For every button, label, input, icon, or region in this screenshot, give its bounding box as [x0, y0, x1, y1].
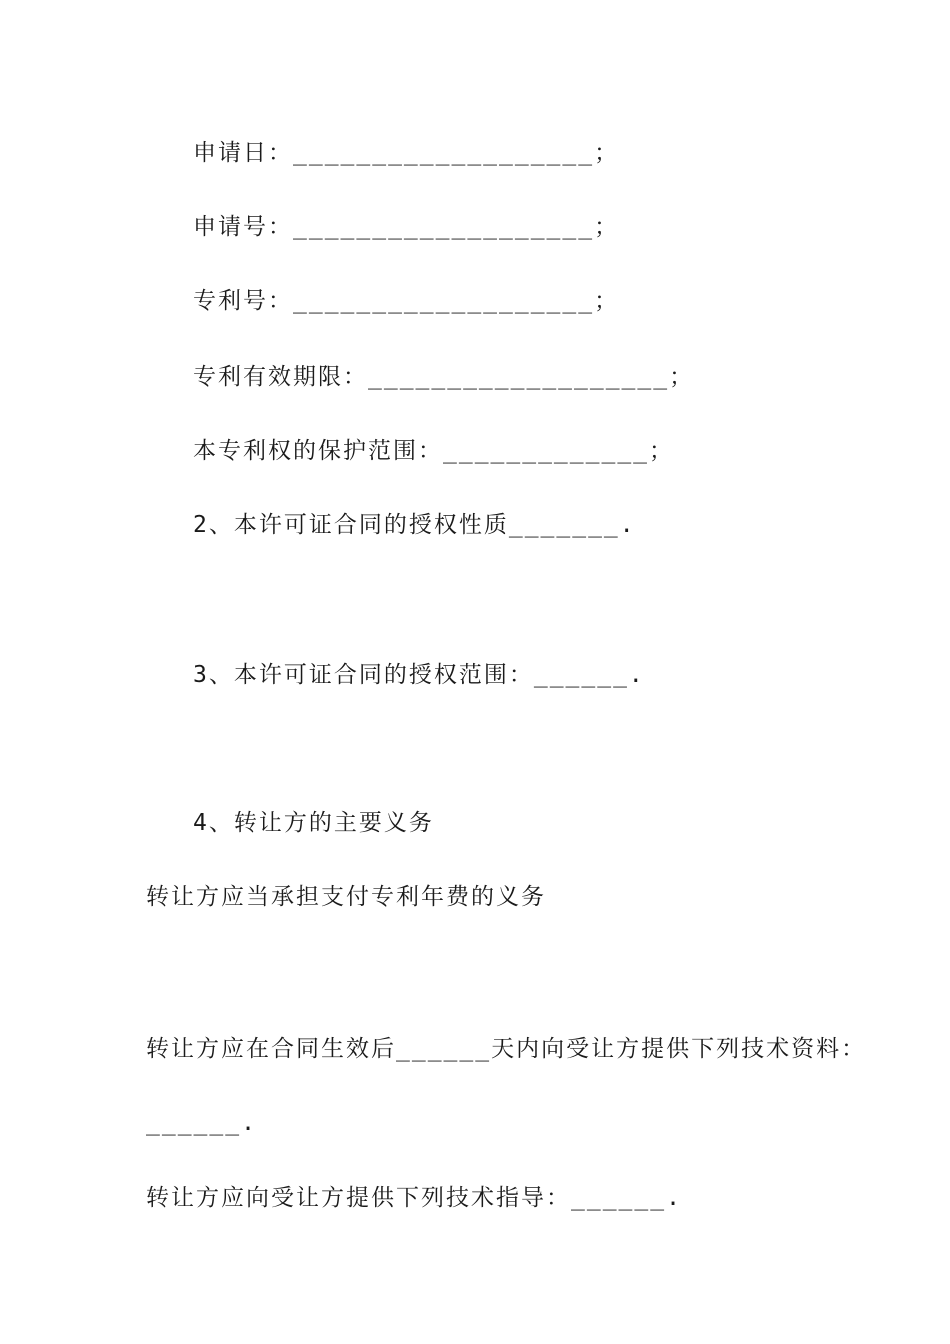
section-heading-obligations: 4、转让方的主要义务: [193, 810, 434, 836]
technical-guidance-line: 转让方应向受让方提供下列技术指导：______.: [146, 1185, 682, 1211]
patent-validity-line: 专利有效期限：___________________；: [193, 364, 695, 390]
obligation-annual-fee-line: 转让方应当承担支付专利年费的义务: [146, 884, 546, 910]
technical-materials-line: 转让方应在合同生效后______天内向受让方提供下列技术资料：: [146, 1036, 867, 1062]
authorization-nature-line: 2、本许可证合同的授权性质_______.: [193, 512, 636, 538]
patent-number-line: 专利号：___________________；: [193, 288, 620, 314]
application-date-line: 申请日：___________________；: [193, 140, 620, 166]
authorization-scope-line: 3、本许可证合同的授权范围：______.: [193, 662, 645, 688]
protection-scope-line: 本专利权的保护范围：_____________；: [193, 438, 675, 464]
technical-materials-blank-line: ______.: [146, 1110, 257, 1136]
application-number-line: 申请号：___________________；: [193, 214, 620, 240]
